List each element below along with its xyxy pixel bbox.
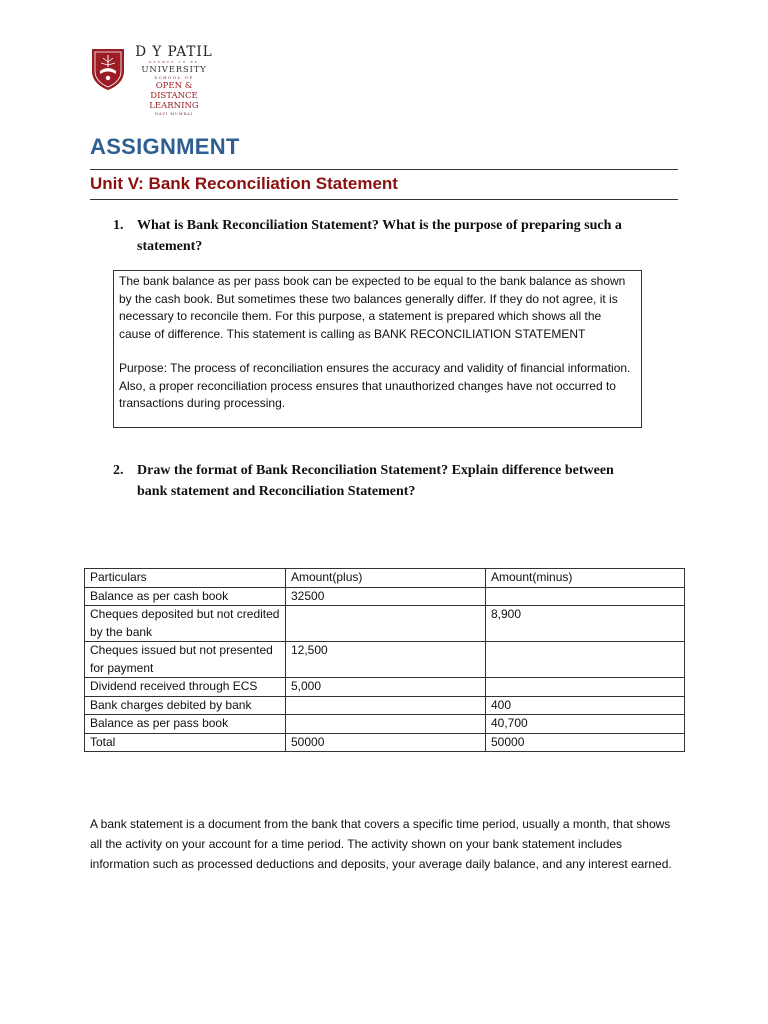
university-wordmark — [134, 44, 214, 117]
table-cell: 400 — [486, 696, 685, 715]
answer-1-paragraph-2: Purpose: The process of reconciliation ensures the accuracy and validity of financial information. Also, a proper reconciliation process ensures that unauthorized changes have not occurred to transactions during processing. — [119, 361, 631, 410]
table-total-row — [85, 733, 685, 752]
question-2-line2: bank statement and Reconciliation Statement? — [137, 484, 416, 499]
table-cell: 50000 — [286, 733, 486, 752]
university-crest-icon — [90, 47, 126, 91]
table-cell: Cheques deposited but not credited by the bank — [85, 606, 286, 642]
question-1 — [113, 215, 673, 257]
unit-divider — [90, 199, 678, 200]
table-cell: 5,000 — [286, 678, 486, 697]
table-header-cell: Amount(minus) — [486, 569, 685, 588]
question-1-text — [137, 215, 677, 257]
question-2-text — [137, 460, 677, 502]
table-header-cell: Amount(plus) — [286, 569, 486, 588]
table-row — [85, 678, 685, 697]
table-cell — [286, 606, 486, 642]
table-cell: Dividend received through ECS — [85, 678, 286, 697]
reconciliation-table — [84, 568, 685, 752]
table-cell: 8,900 — [486, 606, 685, 642]
table-cell: 32500 — [286, 587, 486, 606]
title-divider — [90, 169, 678, 170]
table-cell: Balance as per cash book — [85, 587, 286, 606]
table-cell: Bank charges debited by bank — [85, 696, 286, 715]
table-cell: Balance as per pass book — [85, 715, 286, 734]
table-cell — [486, 642, 685, 678]
table-header-row — [85, 569, 685, 588]
table-row — [85, 642, 685, 678]
logo-school-of: SCHOOL OF — [154, 75, 194, 80]
question-1-line1: What is Bank Reconciliation Statement? What is the purpose of preparing such a — [137, 218, 622, 233]
university-logo — [90, 44, 220, 118]
table-cell: 12,500 — [286, 642, 486, 678]
table-row — [85, 715, 685, 734]
table-cell: Total — [85, 733, 286, 752]
logo-line1: OPEN & DISTANCE — [150, 81, 198, 101]
question-2-line1: Draw the format of Bank Reconciliation Statement? Explain difference between — [137, 463, 614, 478]
table-cell — [486, 678, 685, 697]
question-2 — [113, 460, 673, 502]
question-2-number: 2. — [113, 463, 124, 478]
logo-location: NAVI MUMBAI — [154, 112, 194, 116]
table-row — [85, 606, 685, 642]
logo-name: D Y PATIL — [135, 44, 213, 60]
answer-1-box — [113, 270, 642, 428]
logo-deemed: DEEMED TO BE — [149, 60, 199, 64]
table-header-cell: Particulars — [85, 569, 286, 588]
answer-2-paragraph: A bank statement is a document from the bank that covers a specific time period, usually a month, that shows all the activity on your account for a time period. The activity shown on your bank statement includes information such as processed deductions and deposits, your average daily balance, and any interest earned. — [90, 817, 672, 871]
unit-heading: Unit V: Bank Reconciliation Statement — [90, 174, 398, 193]
page-title: ASSIGNMENT — [90, 134, 240, 159]
table-cell: 50000 — [486, 733, 685, 752]
table-cell: Cheques issued but not presented for payment — [85, 642, 286, 678]
table-cell — [286, 715, 486, 734]
question-1-number: 1. — [113, 218, 124, 233]
table-cell — [486, 587, 685, 606]
table-row — [85, 587, 685, 606]
table-cell — [286, 696, 486, 715]
table-row — [85, 696, 685, 715]
logo-line2: LEARNING — [149, 101, 199, 111]
question-1-line2: statement? — [137, 239, 203, 254]
logo-university: UNIVERSITY — [141, 65, 207, 75]
table-cell: 40,700 — [486, 715, 685, 734]
answer-1-paragraph-1: The bank balance as per pass book can be expected to be equal to the bank balance as shown by the cash book. But sometimes these two balances generally differ. If they do not agree, it is necessary to reconcile them. For this purpose, a statement is prepared which shows all the cause of difference. This statement is calling as BANK RECONCILIATION STATEMENT — [119, 274, 626, 341]
